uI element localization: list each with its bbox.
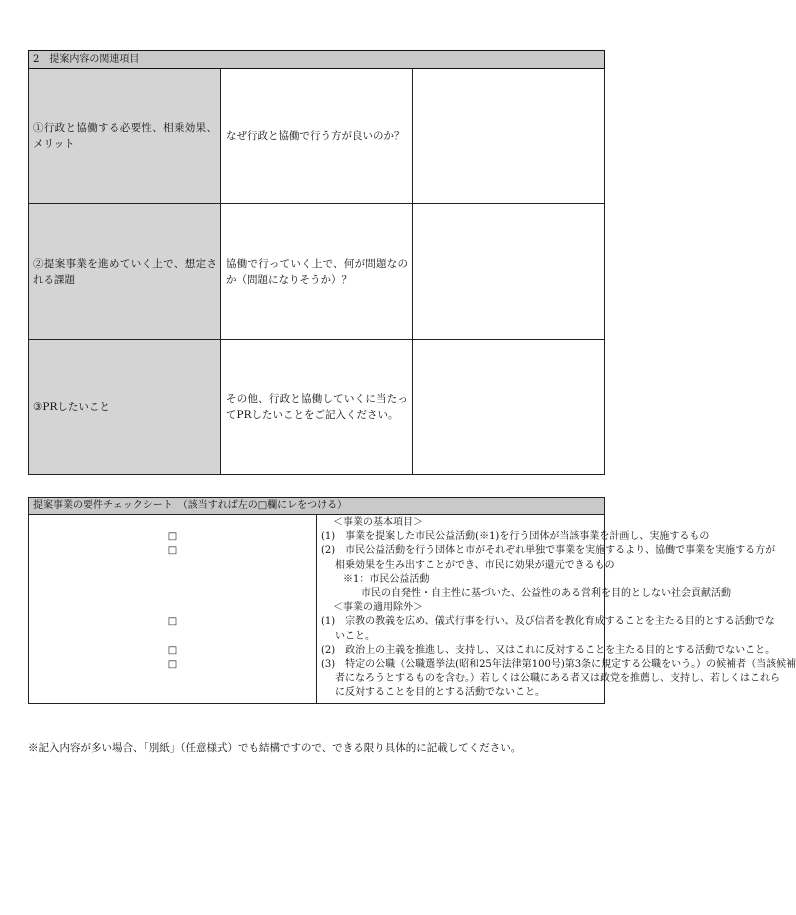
footer-note: ※記入内容が多い場合、「別紙」（任意様式）でも結構ですので、できる限り具体的に記載してください。: [28, 742, 522, 754]
exclusion-item-3-line1: (3) 特定の公職（公職選挙法(昭和25年法律第100号)第3条に規定する公職をいう。）の候補者（当該候補: [321, 659, 796, 671]
row-question-issues: 協働で行っていく上で、何が問題なのか（問題になりそうか）？: [221, 204, 413, 340]
table-row: [29, 69, 605, 204]
requirements-checklist: [28, 497, 796, 704]
basic-item-2-line1: (2) 市民公益活動を行う団体と市がそれぞれ単独で事業を実施するより、協働で事業を実施する方が: [321, 545, 776, 557]
section-header: 2 提案内容の関連項目: [29, 51, 605, 69]
checkbox-exclusion-2[interactable]: □: [167, 644, 178, 656]
checkbox-basic-1[interactable]: □: [167, 531, 178, 543]
basic-item-2-line2: 相乗効果を生み出すことができ、市民に効果が還元できるもの: [335, 559, 615, 571]
basic-items-heading: ＜事業の基本項目＞: [333, 517, 423, 528]
note-title: ※1：市民公益活動: [343, 573, 430, 585]
basic-item-1: (1) 事業を提案した市民公益活動(※1)を行う団体が当該事業を計画し、実施するもの: [321, 531, 710, 543]
answer-field-merit[interactable]: [413, 69, 605, 204]
exclusion-item-3-line3: に反対することを目的とする活動でないこと。: [335, 687, 545, 699]
table-row: [29, 204, 605, 340]
checkbox-exclusion-1[interactable]: □: [167, 616, 178, 628]
checklist-header: 提案事業の要件チェックシート （該当すれば左の□欄にレをつける）: [29, 498, 605, 515]
exclusion-item-2: (2) 政治上の主義を推進し、支持し、又はこれに反対することを主たる目的とする活動でないこと。: [321, 644, 776, 656]
answer-field-issues[interactable]: [413, 204, 605, 340]
exclusion-item-1-line2: いこと。: [335, 630, 375, 642]
row-question-merit: なぜ行政と協働で行う方が良いのか？: [221, 69, 413, 204]
row-label-merit: ①行政と協働する必要性、相乗効果、メリット: [29, 69, 221, 204]
note-body: 市民の自発性・自主性に基づいた、公益性のある営利を目的としない社会貢献活動: [361, 588, 731, 600]
answer-field-pr[interactable]: [413, 340, 605, 475]
row-label-issues: ②提案事業を進めていく上で、想定される課題: [29, 204, 221, 340]
exclusion-item-1-line1: (1) 宗教の教義を広め、儀式行事を行い、及び信者を教化育成することを主たる目的とする活動でな: [321, 616, 775, 628]
exclusion-heading: ＜事業の適用除外＞: [333, 602, 423, 614]
row-question-pr: その他、行政と協働していくに当たってPRしたいことをご記入ください。: [221, 340, 413, 475]
related-items-table: [28, 50, 605, 475]
exclusion-item-3-line2: 者になろうとするものを含む。）若しくは公職にある者又は政党を推薦し、支持し、若しくはこれら: [335, 673, 780, 685]
table-row: [29, 340, 605, 475]
row-label-pr: ③PRしたいこと: [29, 340, 221, 475]
checkbox-basic-2[interactable]: □: [167, 545, 178, 557]
checkbox-exclusion-3[interactable]: □: [167, 658, 178, 670]
